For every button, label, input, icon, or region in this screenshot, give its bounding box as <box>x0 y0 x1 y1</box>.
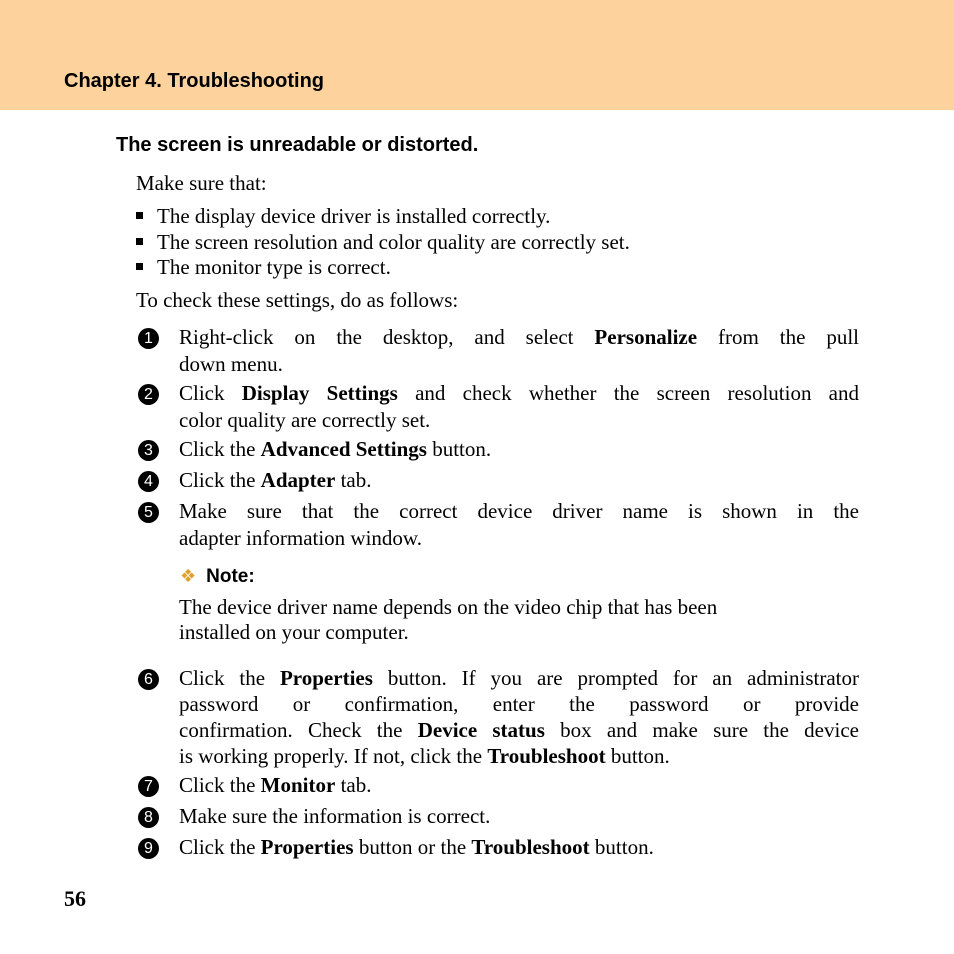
step-text <box>179 834 859 861</box>
step-text <box>179 324 859 378</box>
note-title: Note: <box>206 566 255 587</box>
chapter-header-band <box>0 0 954 110</box>
step-text <box>179 380 859 434</box>
step-line: Click the Advanced Settings button. <box>179 437 492 461</box>
step-number-badge: 4 <box>138 471 159 492</box>
step-line: is working properly. If not, click the Troubleshoot button. <box>179 744 670 768</box>
step-line: Click the Adapter tab. <box>179 468 372 492</box>
bullet-text: The screen resolution and color quality are correctly set. <box>157 230 630 254</box>
step-number-badge: 9 <box>138 838 159 859</box>
bullet-item <box>136 230 630 255</box>
step-text <box>179 498 859 552</box>
step-number-badge: 1 <box>138 328 159 349</box>
step-line: Make sure the information is correct. <box>179 804 491 828</box>
step-line: Right-click on the desktop, and select Personalize from the pull <box>179 325 859 349</box>
step-line: Click Display Settings and check whether the screen resolution and <box>179 381 860 405</box>
step-line: Click the Properties button. If you are prompted for an administrator <box>179 666 859 690</box>
bullet-item <box>136 204 550 229</box>
step-text <box>179 803 859 830</box>
step-text <box>179 467 859 494</box>
bullet-item <box>136 255 391 280</box>
note-body <box>179 595 859 645</box>
square-bullet-icon <box>136 238 143 245</box>
diamond-note-icon: ❖ <box>180 566 197 586</box>
step-text <box>179 665 859 769</box>
step-line: Click the Properties button or the Troubleshoot button. <box>179 835 654 859</box>
lead-text: To check these settings, do as follows: <box>136 288 459 312</box>
bullet-text: The monitor type is correct. <box>157 255 391 279</box>
step-number-badge: 2 <box>138 384 159 405</box>
step-line: Make sure that the correct device driver name is shown in the <box>179 499 859 523</box>
step-line: confirmation. Check the Device status box and make sure the device <box>179 718 859 742</box>
bullet-text: The display device driver is installed correctly. <box>157 204 551 228</box>
step-number-badge: 6 <box>138 669 159 690</box>
step-number-badge: 8 <box>138 807 159 828</box>
square-bullet-icon <box>136 263 143 270</box>
step-text <box>179 436 859 463</box>
step-number-badge: 3 <box>138 440 159 461</box>
step-line: color quality are correctly set. <box>179 408 431 432</box>
step-text <box>179 772 859 799</box>
chapter-title: Chapter 4. Troubleshooting <box>64 70 325 92</box>
note-line: installed on your computer. <box>179 620 409 644</box>
step-line: Click the Monitor tab. <box>179 773 372 797</box>
intro-text: Make sure that: <box>136 171 267 195</box>
step-line: adapter information window. <box>179 526 422 550</box>
note-heading <box>180 566 255 588</box>
step-line: down menu. <box>179 352 283 376</box>
step-number-badge: 5 <box>138 502 159 523</box>
note-line: The device driver name depends on the video chip that has been <box>179 595 718 619</box>
step-line: password or confirmation, enter the password or provide <box>179 692 859 716</box>
square-bullet-icon <box>136 212 143 219</box>
step-number-badge: 7 <box>138 776 159 797</box>
page-number: 56 <box>64 886 86 911</box>
section-title: The screen is unreadable or distorted. <box>116 134 479 156</box>
